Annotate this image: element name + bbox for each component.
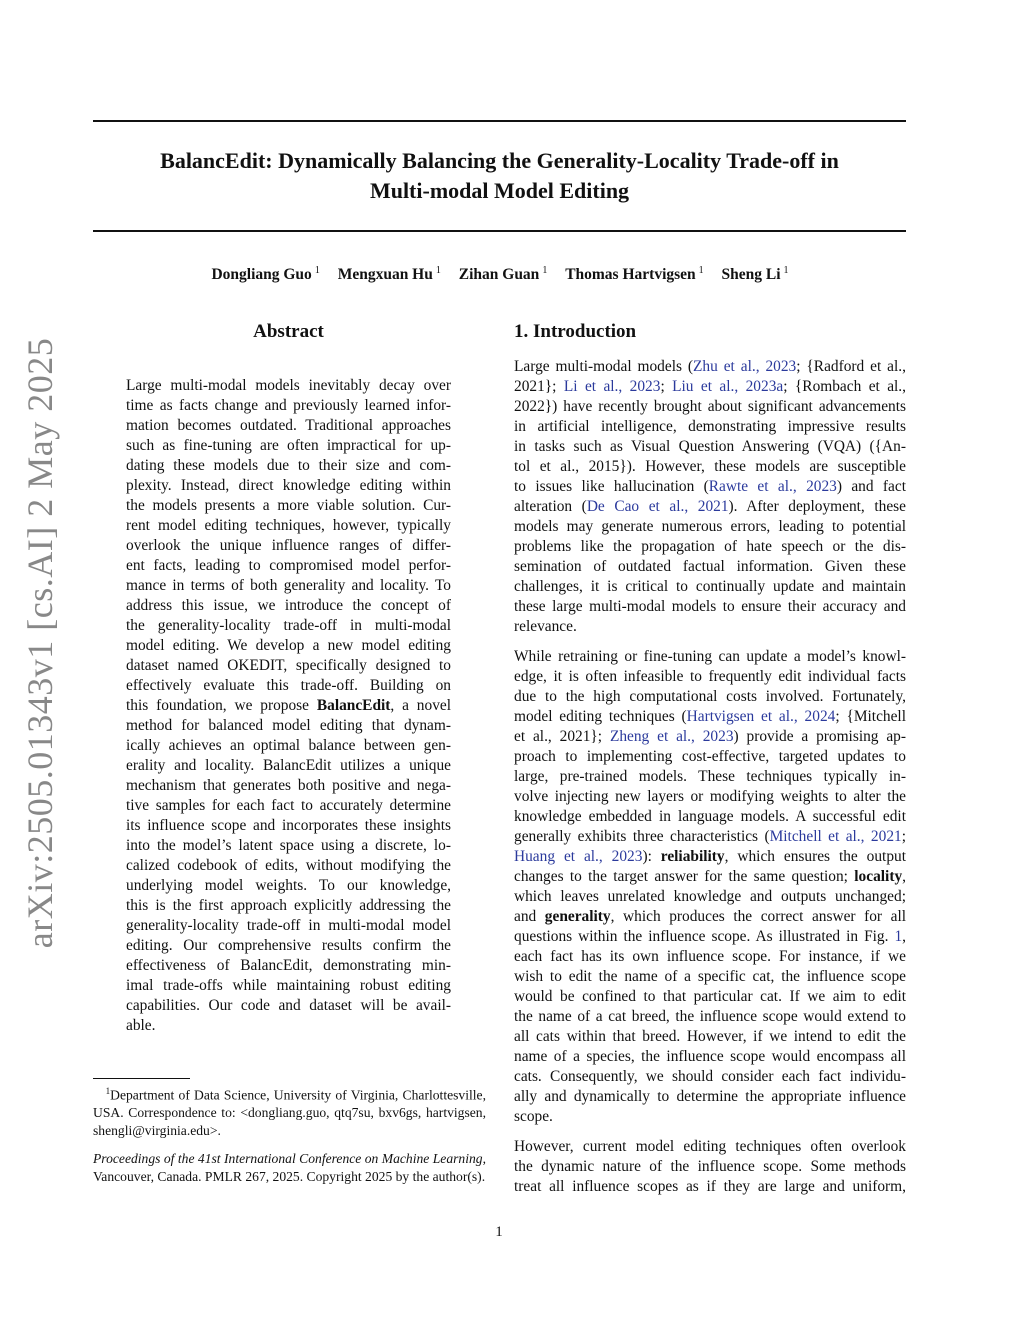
text: time as facts change and previously learned infor- — [126, 397, 451, 414]
text-line — [514, 867, 906, 887]
text: , — [902, 868, 906, 885]
text: ent facts, leading to compromised model perfor- — [126, 557, 451, 574]
text-line — [514, 1087, 906, 1107]
text: to issues like hallucination ( — [514, 478, 709, 495]
text: dataset named OKEDIT, specifically designed to — [126, 657, 451, 674]
text-line — [514, 927, 906, 947]
bold-term: locality — [854, 868, 903, 885]
text-line — [514, 617, 906, 637]
text: However, current model editing techniques often overlook — [514, 1138, 906, 1155]
paper-title-line-2: Multi-modal Model Editing — [369, 178, 630, 203]
text: the name of a cat breed, the influence scope would extend to — [514, 1008, 906, 1025]
text-line — [126, 876, 451, 896]
text-line — [514, 887, 906, 907]
author: Sheng Li $^1$ — [721, 265, 789, 284]
text: ) provide a promising ap- — [733, 728, 907, 745]
text-line — [126, 896, 451, 916]
text: , — [902, 928, 906, 945]
text: ically achieves an optimal balance between gen- — [126, 737, 451, 754]
affiliation-footnote: $^1$Department of Data Science, University of Virginia, Charlottesville, USA. Correspondence to: <dongliang.guo, qtq7su, bxv6gs, hartvigsen, shengli@virginia.edu>. — [93, 1086, 486, 1138]
author: Dongliang Guo $^1$ — [211, 265, 320, 284]
text-line — [514, 687, 906, 707]
text: erality and locality. BalancEdit utilizes a unique — [126, 757, 451, 774]
text: 2022}) have recently brought about significant advancements — [514, 398, 906, 415]
author-list — [0, 265, 1000, 284]
text: challenges, it is critical to continually update and maintain — [514, 578, 906, 595]
text: address this issue, we introduce the concept of — [126, 597, 451, 614]
text-line — [514, 577, 906, 597]
author: Mengxuan Hu $^1$ — [337, 265, 441, 284]
text-line — [126, 736, 451, 756]
introduction-heading: 1. Introduction — [514, 321, 637, 342]
text: ) and fact — [836, 478, 906, 495]
text: ; {Radford et al., — [796, 358, 906, 375]
text-line — [126, 376, 451, 396]
text-line — [126, 456, 451, 476]
text: which leaves unrelated knowledge and outputs unchanged; — [514, 888, 906, 905]
text: rent model editing techniques, however, typically — [126, 517, 451, 534]
text-line — [126, 536, 451, 556]
text-line — [514, 1047, 906, 1067]
text: in artificial intelligence, demonstrating impressive results — [514, 418, 906, 435]
text-line — [514, 1107, 906, 1127]
text: ally and dynamically to determine the appropriate influence — [514, 1088, 906, 1105]
citation-link[interactable]: 1 — [894, 928, 903, 945]
citation-link[interactable]: Rawte et al., 2023 — [708, 478, 837, 495]
text-line — [514, 1157, 906, 1177]
text-line — [514, 747, 906, 767]
citation-link[interactable]: Liu et al., 2023a — [672, 378, 784, 395]
text-line — [126, 796, 451, 816]
text: ; {Rombach et al., — [783, 378, 907, 395]
text: this is the first approach explicitly addressing the — [126, 897, 451, 914]
text: method for balanced model editing that dynam- — [126, 717, 451, 734]
text: cats. Consequently, we should consider each fact individu- — [514, 1068, 906, 1085]
text: the generality-locality trade-off in multi-modal — [126, 617, 451, 634]
text: imal trade-offs while maintaining robust editing — [126, 977, 451, 994]
text-line — [126, 596, 451, 616]
text: scope. — [514, 1108, 553, 1125]
text-line — [514, 727, 906, 747]
citation-link[interactable]: Hartvigsen et al., 2024 — [686, 708, 836, 725]
text: and — [514, 908, 545, 925]
text: these large multi-modal models to ensure their accuracy and — [514, 598, 906, 615]
text: volve injecting new layers or modifying weights to alter the — [514, 788, 906, 805]
text: tive samples for each fact to accurately determine — [126, 797, 451, 814]
text: ; {Mitchell — [835, 708, 906, 725]
text-line — [514, 537, 906, 557]
text-line — [126, 696, 451, 716]
text-line — [126, 676, 451, 696]
text: dating these models due to their size and com- — [126, 457, 451, 474]
text: large, pre-trained models. These techniques typically in- — [514, 768, 906, 785]
text: , which ensures the output — [724, 848, 906, 865]
text-line — [126, 556, 451, 576]
text: 2021}; — [514, 378, 564, 395]
text-line — [514, 967, 906, 987]
text: ; — [901, 828, 906, 845]
text-line — [514, 787, 906, 807]
text: mance in terms of both generality and locality. To — [126, 577, 451, 594]
text: changes to the target answer for the same question; — [514, 868, 855, 885]
text: , a novel — [390, 697, 451, 714]
text: problems like the propagation of hate speech or the dis- — [514, 538, 906, 555]
text-line — [126, 936, 451, 956]
text-line — [126, 1016, 451, 1036]
text-line — [126, 996, 451, 1016]
text-line — [126, 816, 451, 836]
bold-term: reliability — [660, 848, 725, 865]
text: its influence scope and incorporates these insights — [126, 817, 451, 834]
text-line — [126, 756, 451, 776]
text-line — [514, 847, 906, 867]
text-line — [514, 767, 906, 787]
top-rule — [93, 120, 906, 122]
text: effectiveness of BalancEdit, demonstrating min- — [126, 957, 451, 974]
text: editing. Our comprehensive results confirm the — [126, 937, 451, 954]
text: , which produces the correct answer for all — [610, 908, 906, 925]
citation-link[interactable]: De Cao et al., 2021 — [586, 498, 729, 515]
text-line — [514, 647, 906, 667]
text: semination of outdated factual information. Given these — [514, 558, 906, 575]
text-line — [126, 616, 451, 636]
text: calized codebook of edits, without modifying the — [126, 857, 451, 874]
text-line — [514, 707, 906, 727]
text: all cats within that breed. However, if we intend to edit the — [514, 1028, 906, 1045]
bold-term: generality — [544, 908, 611, 925]
text: relevance. — [514, 618, 577, 635]
text-line — [514, 987, 906, 1007]
citation-link[interactable]: Zheng et al., 2023 — [609, 728, 734, 745]
text-line — [514, 557, 906, 577]
text-line — [514, 457, 906, 477]
text-line — [126, 976, 451, 996]
title-bottom-rule — [93, 230, 906, 232]
bold-term: BalancEdit — [316, 697, 391, 714]
text: in tasks such as Visual Question Answering (VQA) ({An- — [514, 438, 906, 455]
text: ): — [642, 848, 661, 865]
text: name of a species, the influence scope would encompass all — [514, 1048, 906, 1065]
text-line — [514, 947, 906, 967]
text-line — [126, 656, 451, 676]
text: the dynamic nature of the influence scope. Some methods — [514, 1158, 906, 1175]
text-line — [126, 836, 451, 856]
citation-link[interactable]: Zhu et al., 2023 — [693, 358, 797, 375]
text: wish to edit the name of a specific cat, the influence scope — [514, 968, 906, 985]
text-line — [126, 496, 451, 516]
text: the models presents a more viable solution. Cur- — [126, 497, 451, 514]
page-number: 1 — [495, 1224, 503, 1240]
text-line — [514, 827, 906, 847]
citation-link[interactable]: Mitchell et al., 2021 — [769, 828, 902, 845]
text-line — [514, 517, 906, 537]
text-line — [514, 1007, 906, 1027]
text: able. — [126, 1017, 156, 1034]
text: edge, it is often infeasible to frequently edit individual facts — [514, 668, 906, 685]
author: Zihan Guan $^1$ — [458, 265, 548, 284]
text-line — [514, 1067, 906, 1087]
text: model editing. We develop a new model editing — [126, 637, 451, 654]
text: each fact has its own influence scope. For instance, if we — [514, 948, 906, 965]
text: mation becomes outdated. Traditional approaches — [126, 417, 451, 434]
author: Thomas Hartvigsen $^1$ — [565, 265, 704, 284]
footnote-rule — [93, 1078, 190, 1079]
text: into the model’s latent space using a discrete, lo- — [126, 837, 451, 854]
text: proach to implementing cost-effective, targeted updates to — [514, 748, 906, 765]
text-line — [514, 357, 906, 377]
text-line — [514, 667, 906, 687]
text: this foundation, we propose — [126, 697, 317, 714]
text: would be confined to that particular cat. If we aim to edit — [514, 988, 906, 1005]
text-line — [126, 856, 451, 876]
text-line — [514, 497, 906, 517]
text-line — [126, 576, 451, 596]
text-line — [126, 416, 451, 436]
text: et al., 2021}; — [514, 728, 610, 745]
proceedings-note: Proceedings of the 41st International Conference on Machine Learning, Vancouver, Canada. PMLR 267, 2025. Copyright 2025 by the author(s). — [93, 1151, 486, 1184]
text: Large multi-modal models ( — [514, 358, 694, 375]
abstract-heading: Abstract — [253, 321, 324, 342]
citation-link[interactable]: Huang et al., 2023 — [514, 848, 643, 865]
text-line — [514, 597, 906, 617]
text: knowledge embedded in language models. A successful edit — [514, 808, 906, 825]
text-line — [126, 716, 451, 736]
text-line — [514, 807, 906, 827]
text: ). After deployment, these — [728, 498, 906, 515]
text-line — [126, 476, 451, 496]
text-line — [514, 437, 906, 457]
text: underlying model weights. To our knowledge, — [126, 877, 451, 894]
text: mechanism that generates both positive and nega- — [126, 777, 451, 794]
text: plexity. Instead, direct knowledge editing within — [126, 477, 451, 494]
text: generality-locality trade-off in multi-modal model — [126, 917, 451, 934]
text-line — [514, 477, 906, 497]
text-line — [126, 956, 451, 976]
text-line — [126, 516, 451, 536]
text-line — [514, 397, 906, 417]
text-line — [514, 1027, 906, 1047]
text-line — [514, 1177, 906, 1197]
text: models may generate numerous errors, leading to potential — [514, 518, 906, 535]
text: model editing techniques ( — [514, 708, 687, 725]
text-line — [514, 1137, 906, 1157]
text: overlook the unique influence ranges of differ- — [126, 537, 451, 554]
text: ; — [660, 378, 673, 395]
text-line — [126, 636, 451, 656]
text: generally exhibits three characteristics ( — [514, 828, 770, 845]
text-line — [126, 396, 451, 416]
text: questions within the influence scope. As illustrated in Fig. — [514, 928, 895, 945]
text-line — [514, 907, 906, 927]
text: such as fine-tuning are often impractical for up- — [126, 437, 451, 454]
text: treat all influence scopes as if they are large and uniform, — [514, 1178, 906, 1195]
text-line — [126, 776, 451, 796]
text: effectively evaluate this trade-off. Building on — [126, 677, 451, 694]
arxiv-stamp: arXiv:2505.01343v1 [cs.AI] 2 May 2025 — [20, 337, 60, 949]
text-line — [514, 377, 906, 397]
paper-title-line-1: BalancEdit: Dynamically Balancing the Generality-Locality Trade-off in — [160, 148, 839, 173]
text: tol et al., 2015}). However, these models are susceptible — [514, 458, 906, 475]
text: While retraining or fine-tuning can update a model’s knowl- — [514, 648, 906, 665]
text: alteration ( — [514, 498, 587, 515]
citation-link[interactable]: Li et al., 2023 — [563, 378, 661, 395]
text: due to the high computational costs involved. Fortunately, — [514, 688, 906, 705]
text-line — [126, 436, 451, 456]
text: Large multi-modal models inevitably decay over — [126, 377, 451, 394]
text-line — [126, 916, 451, 936]
text-line — [514, 417, 906, 437]
text: capabilities. Our code and dataset will be avail- — [126, 997, 451, 1014]
